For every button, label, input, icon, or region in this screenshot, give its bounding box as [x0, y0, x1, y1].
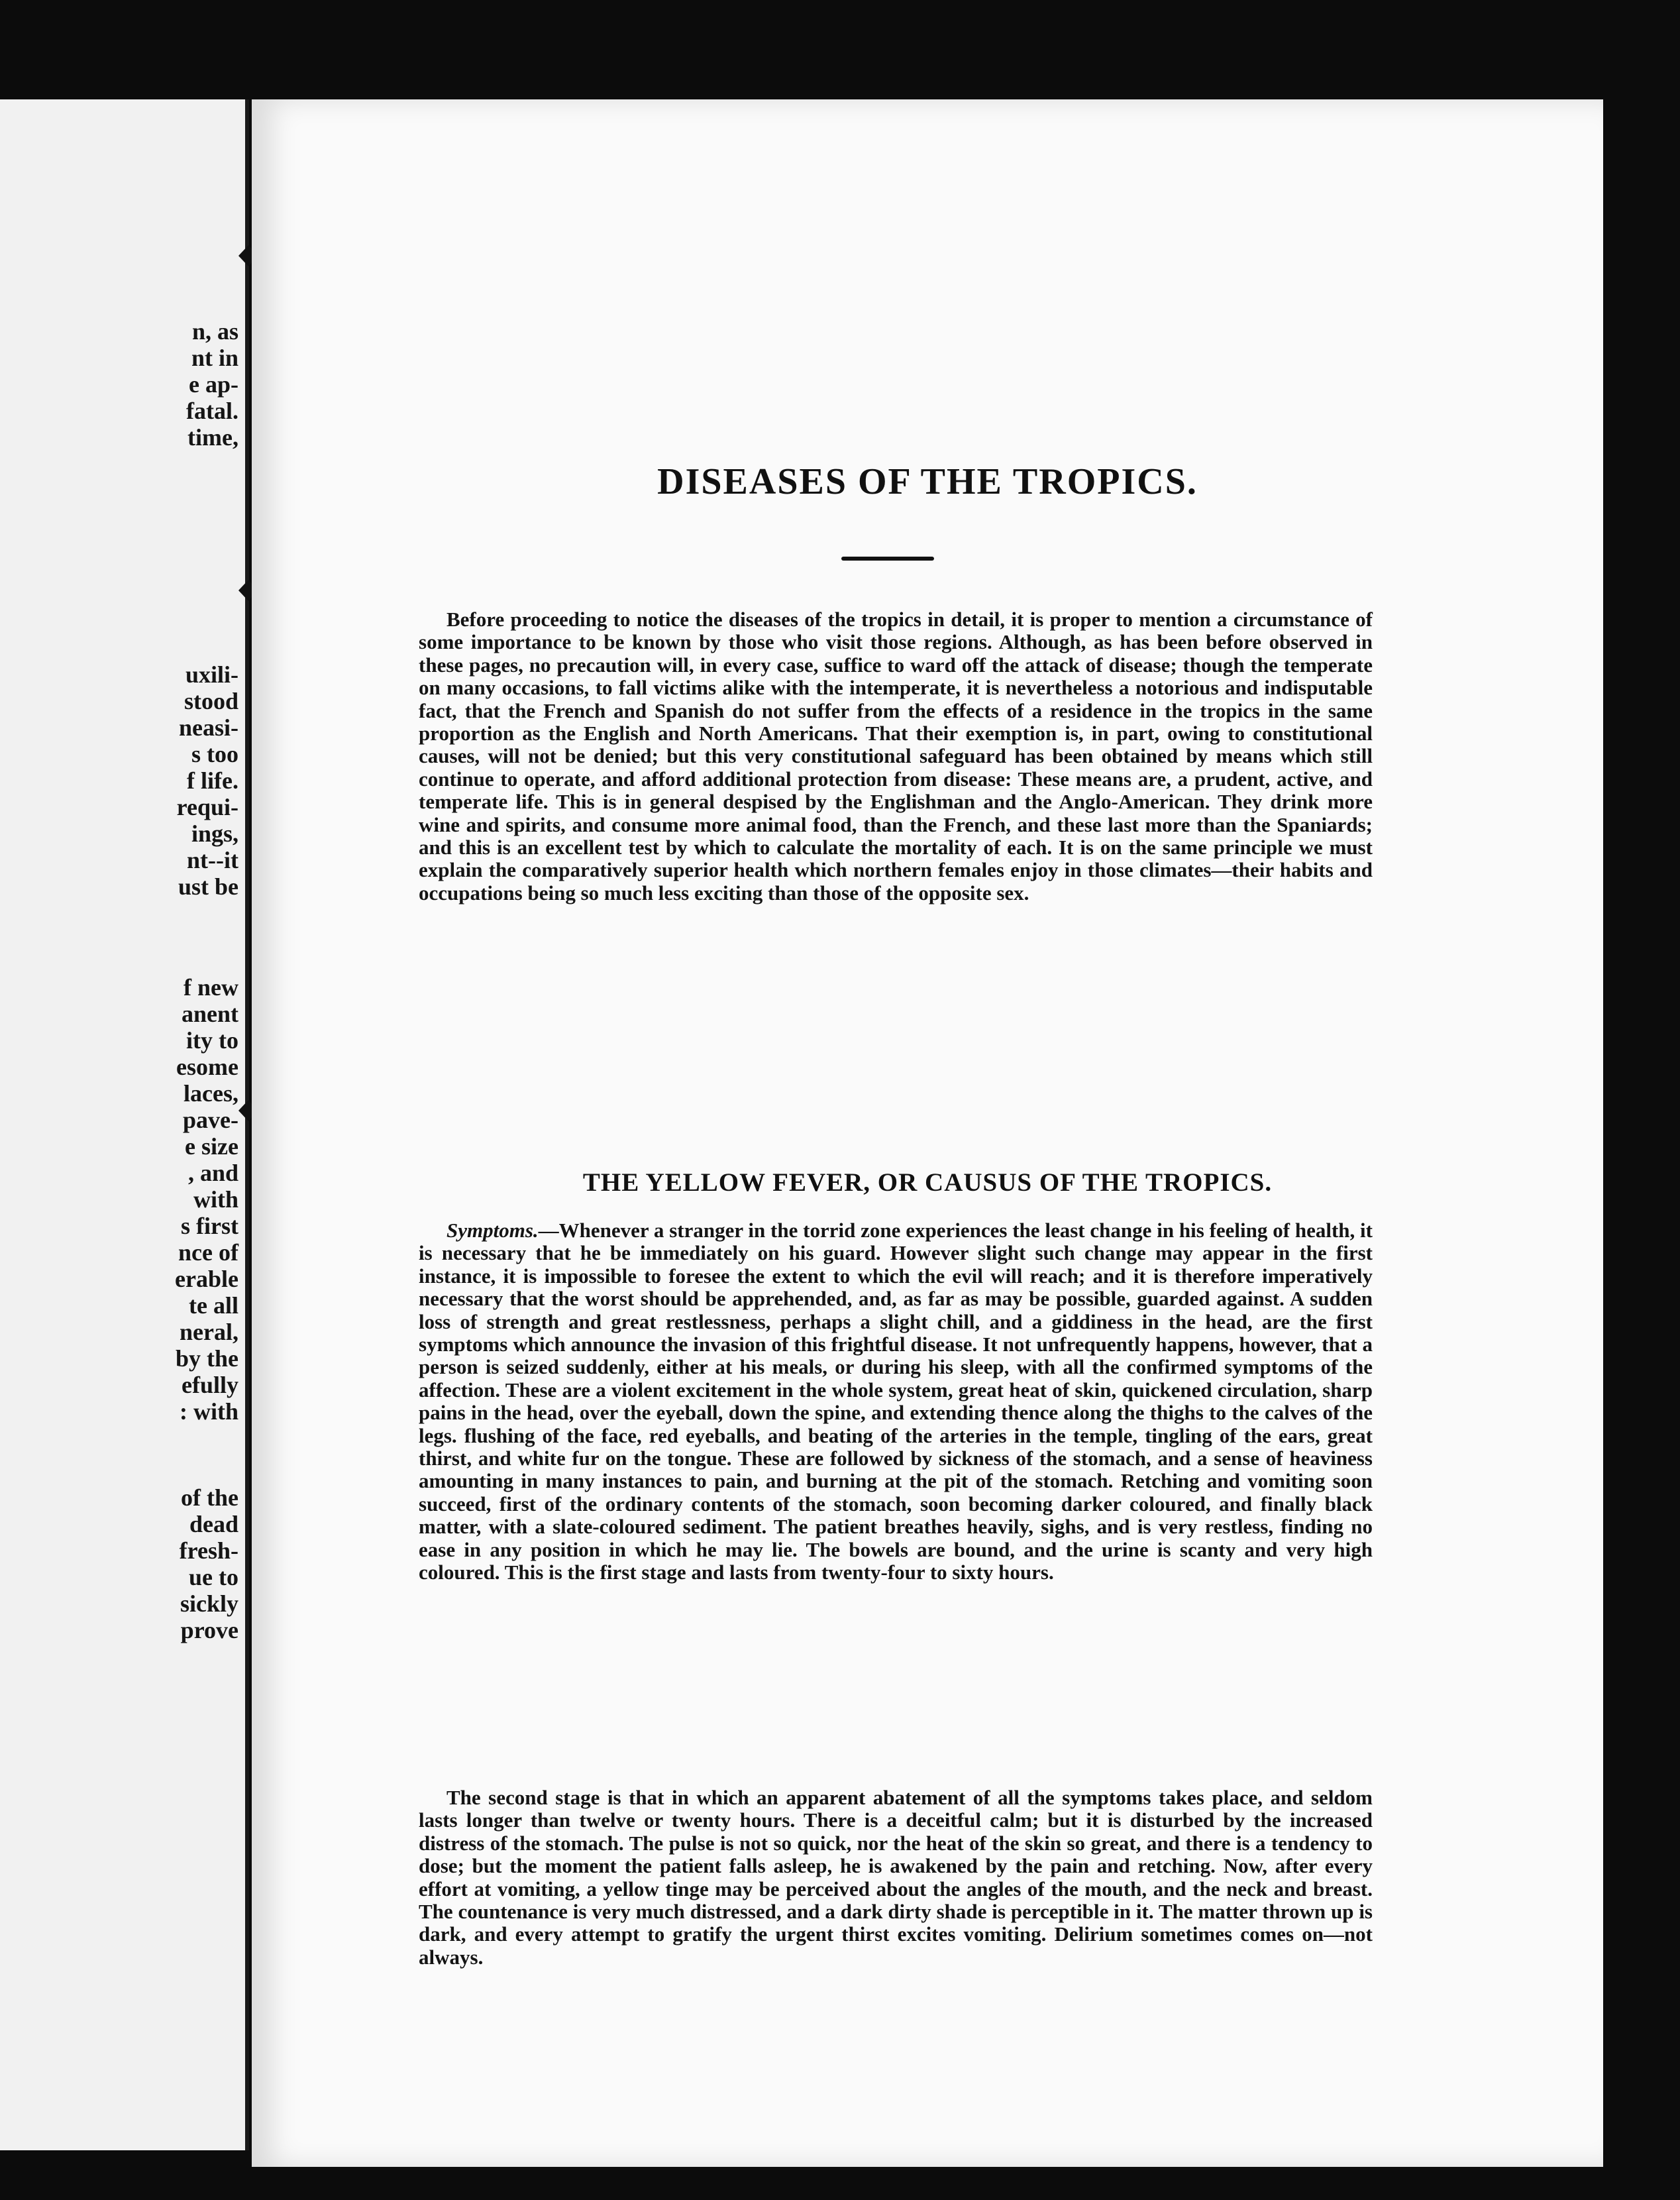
left-page-line: fatal. — [186, 398, 238, 424]
left-page-line: requi- — [176, 794, 238, 820]
left-page-line: time, — [187, 424, 238, 451]
left-page-line: f life. — [187, 767, 238, 794]
left-page-line: dead — [189, 1511, 238, 1537]
left-page-line: by the — [175, 1345, 238, 1372]
left-page-line: sickly — [180, 1590, 238, 1617]
left-page-line: ity to — [186, 1027, 238, 1054]
left-page-line: n, as — [191, 318, 238, 345]
left-page-line: of the — [181, 1484, 238, 1511]
left-page-line: erable — [175, 1266, 238, 1292]
left-page-line: efully — [182, 1372, 238, 1398]
left-page-text-block — [177, 661, 238, 900]
left-page-text-block — [180, 1484, 238, 1643]
left-page-line: nt in — [191, 345, 238, 371]
left-page-line: neral, — [180, 1319, 238, 1345]
left-page-line: with — [193, 1186, 238, 1213]
left-page-line: , and — [187, 1160, 238, 1186]
left-page-line: s first — [181, 1213, 238, 1239]
left-page-text-block — [175, 974, 238, 1425]
left-page-line: e ap- — [189, 371, 238, 398]
left-page-line: e size — [185, 1133, 238, 1160]
left-page-line: : with — [180, 1398, 238, 1425]
left-facing-page — [0, 99, 249, 2150]
left-page-line: anent — [181, 1001, 238, 1027]
intro-paragraph: Before proceeding to notice the diseases of the tropics in detail, it is proper to mention a circumstance of some importance to be known by those who visit those regions. Although, as has been before observed in these pages, no precaution will, in every case, suffice to ward off the attack of disease; though the temperate on many occasions, to fall victims alike with the intemperate, it is nevertheless a notorious and indisputable fact, that the French and Spanish do not suffer from the effects of a residence in the tropics in the same proportion as the English and North Americans. That their exemption is, in part, owing to constitutional causes, will not be denied; but this very constitutional safeguard has been obtained by means which still continue to operate, and afford additional protection from disease: These means are, a prudent, active, and temperate life. This is in general despised by the Englishman and the Anglo-American. They drink more wine and spirits, and consume more animal food, than the French, and these last more than the Spaniards; and this is an excellent test by which to calculate the mortality of each. It is on the same principle we must explain the comparatively superior health which northern females enjoy in those climates—their habits and occupations being so much less exciting than those of the opposite sex. — [419, 608, 1373, 905]
left-page-line: neasi- — [179, 714, 238, 741]
left-page-line: ust be — [178, 873, 238, 900]
left-page-line: nce of — [178, 1239, 238, 1266]
left-page-line: prove — [180, 1617, 238, 1643]
left-page-line: s too — [191, 741, 238, 767]
symptoms-label: Symptoms. — [446, 1219, 539, 1242]
symptoms-paragraph — [419, 1219, 1373, 1584]
left-page-line: nt--it — [187, 847, 238, 873]
left-page-text-block — [186, 318, 238, 451]
second-stage-paragraph: The second stage is that in which an apparent abatement of all the symptoms takes place, and seldom lasts longer than twelve or twenty hours. There is a deceitful calm; but it is disturbed by the increased distress of the stomach. The pulse is not so quick, nor the heat of the skin so great, and there is a tendency to dose; but the moment the patient falls asleep, he is awakened by the pain and retching. Now, after every effort at vomiting, a yellow tinge may be perceived about the angles of the mouth, and the neck and breast. The countenance is very much distressed, and a dark dirty shade is perceptible in it. The matter thrown up is dark, and every attempt to gratify the urgent thirst excites vomiting. Delirium sometimes comes on—not always. — [419, 1786, 1373, 1969]
left-page-line: ings, — [191, 820, 238, 847]
left-page-line: uxili- — [185, 661, 238, 688]
section-heading: THE YELLOW FEVER, OR CAUSUS OF THE TROPICS. — [582, 1168, 1273, 1197]
left-page-line: te all — [189, 1292, 238, 1319]
symptoms-text: —Whenever a stranger in the torrid zone experiences the least change in his feeling of health, it is necessary that he be immediately on his guard. However slight such change may appear in the first instance, it is impossible to foresee the extent to which the evil will reach; and it is therefore imperatively necessary that the worst should be apprehended, and, as far as may be possible, guarded against. A sudden loss of strength and great restlessness, perhaps a slight chill, and a giddiness in the head, are the first symptoms which announce the invasion of this frightful disease. It not unfrequently happens, however, that a person is seized suddenly, either at his meals, or during his sleep, with all the confirmed symptoms of the affection. These are a violent excitement in the whole system, great heat of skin, quickened circulation, sharp pains in the head, over the eyeball, down the spine, and extending thence along the thighs to the calves of the legs. flushing of the face, red eyeballs, and beating of the arteries in the temple, tingling of the ears, great thirst, and white fur on the tongue. These are followed by sickness of the stomach, and a sense of heaviness amounting in many instances to pain, and burning at the pit of the stomach. Retching and vomiting soon succeed, first of the ordinary contents of the stomach, soon becoming darker coloured, and finally black matter, with a slate-coloured sediment. The patient breathes heavily, sighs, and is very restless, finding no ease in any position in which he may lie. The bowels are bound, and the urine is scanty and very high coloured. This is the first stage and lasts from twenty-four to sixty hours. — [419, 1219, 1373, 1584]
left-page-line: laces, — [184, 1080, 238, 1107]
page-title: DISEASES OF THE TROPICS. — [657, 461, 1198, 502]
main-page — [252, 99, 1603, 2167]
title-rule — [841, 557, 934, 561]
left-page-line: stood — [184, 688, 238, 714]
left-page-line: ue to — [189, 1564, 238, 1590]
left-page-line: esome — [176, 1054, 238, 1080]
left-page-line: f new — [184, 974, 238, 1001]
left-page-line: pave- — [183, 1107, 238, 1133]
left-page-line: fresh- — [179, 1537, 238, 1564]
